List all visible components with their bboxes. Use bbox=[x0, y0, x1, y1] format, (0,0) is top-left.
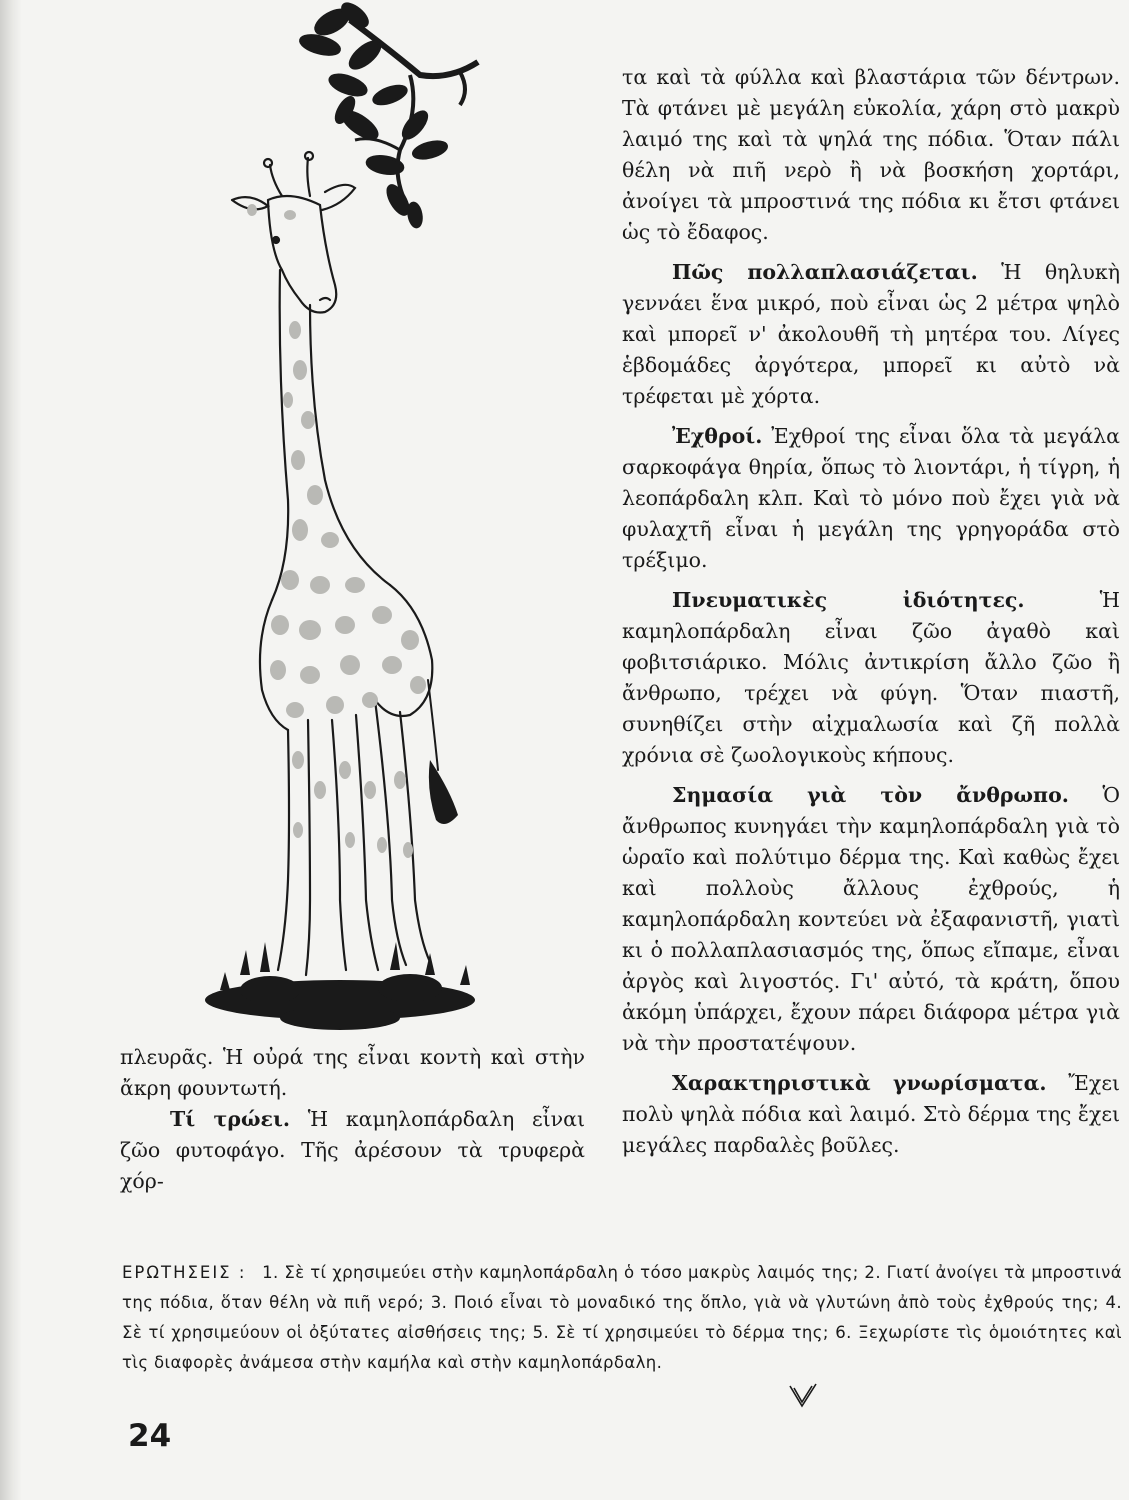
right-column-text bbox=[622, 62, 1120, 1170]
paragraph-feeding: τα καὶ τὰ φύλλα καὶ βλαστάρια τῶν δέντρων. Τὰ φτάνει μὲ μεγάλη εὐκολία, χάρη στὸ μακρὺ λαιμό της καὶ τὰ ψηλά της πόδια. Ὅταν πάλι θέλη νὰ πιῆ νερὸ ἢ νὰ βοσκήση χορτάρι, ἀνοίγει τὰ μπροστινά της πόδια κι ἔτσι φτάνει ὡς τὸ ἔδαφος. bbox=[622, 65, 1120, 244]
questions-block bbox=[122, 1258, 1122, 1378]
paragraph-enemies bbox=[622, 421, 1120, 576]
pen-checkmark-icon bbox=[786, 1378, 820, 1412]
heading-enemies: Ἐχθροί. bbox=[672, 424, 763, 448]
paragraph-traits bbox=[622, 585, 1120, 771]
heading-importance: Σημασία γιὰ τὸν ἄνθρωπο. bbox=[672, 783, 1069, 807]
ground-grass bbox=[205, 942, 475, 1030]
page-binding-edge bbox=[0, 0, 22, 1500]
heading-features: Χαρακτηριστικὰ γνωρίσματα. bbox=[672, 1071, 1047, 1095]
text-enemies: Ἐχθροί της εἶναι ὅλα τὰ μεγάλα σαρκοφάγα θηρία, ὅπως τὸ λιοντάρι, ἡ τίγρη, ἡ λεοπάρδαλη κλπ. Καὶ τὸ μόνο ποὺ ἔχει γιὰ νὰ φυλαχτῆ εἶναι ἡ μεγάλη της γρηγοράδα στὸ τρέξιμο. bbox=[622, 424, 1120, 572]
questions-label: ΕΡΩΤΗΣΕΙΣ : bbox=[122, 1263, 247, 1282]
text-traits: Ἡ καμηλοπάρδαλη εἶναι ζῶο ἀγαθὸ καὶ φοβιτσιάρικο. Μόλις ἀντικρίση ἄλλο ζῶο ἢ ἄνθρωπο, τρέχει νὰ φύγη. Ὅταν πιαστῆ, συνηθίζει στὴν αἰχμαλωσία καὶ ζῆ πολλὰ χρόνια σὲ ζωολογικοὺς κήπους. bbox=[622, 588, 1121, 767]
text-diet: Ἡ καμηλοπάρδαλη εἶναι ζῶο φυτοφάγο. Τῆς ἀρέσουν τὰ τρυφερὰ χόρ- bbox=[120, 1107, 585, 1193]
paragraph-diet bbox=[120, 1104, 585, 1197]
giraffe-illustration bbox=[160, 0, 490, 1045]
left-column-text bbox=[120, 1042, 585, 1197]
tree-branch bbox=[299, 0, 478, 228]
questions-text: 1. Σὲ τί χρησιμεύει στὴν καμηλοπάρδαλη ὁ τόσο μακρὺς λαιμός της; 2. Γιατί ἀνοίγει τὰ μπροστινά της πόδια, ὅταν θέλη νὰ πιῆ νερό; 3. Ποιό εἶναι τὸ μοναδικό της ὅπλο, γιὰ νὰ γλυτώνη ἀπὸ τοὺς ἐχθρούς της; 4. Σὲ τί χρησιμεύουν οἱ ὀξύτατες αἰσθήσεις της; 5. Σὲ τί χρησιμεύει τὸ δέρμα της; 6. Ξεχωρίστε τὶς ὁμοιότητες καὶ τὶς διαφορὲς ἀνάμεσα στὴν καμήλα καὶ στὴν καμηλοπάρδαλη. bbox=[122, 1263, 1122, 1372]
heading-diet: Τί τρώει. bbox=[170, 1107, 290, 1131]
heading-traits: Πνευματικὲς ἰδιότητες. bbox=[672, 588, 1025, 612]
tail-tuft bbox=[429, 760, 458, 824]
paragraph-tail: πλευρᾶς. Ἡ οὐρά της εἶναι κοντὴ καὶ στὴν ἄκρη φουντωτή. bbox=[120, 1045, 585, 1100]
paragraph-importance bbox=[622, 780, 1120, 1059]
page-number: 24 bbox=[128, 1418, 172, 1454]
paragraph-features bbox=[622, 1068, 1120, 1161]
heading-reproduction: Πῶς πολλαπλασιάζεται. bbox=[672, 260, 978, 284]
giraffe-spots bbox=[247, 204, 426, 858]
text-reproduction: Ἡ θηλυκὴ γεννάει ἕνα μικρό, ποὺ εἶναι ὡς 2 μέτρα ψηλὸ καὶ μπορεῖ ν' ἀκολουθῆ τὴ μητέρα του. Λίγες ἑβδομάδες ἀργότερα, μπορεῖ κι αὐτὸ νὰ τρέφεται μὲ χόρτα. bbox=[622, 260, 1120, 408]
text-features: Ἔχει πολὺ ψηλὰ πόδια καὶ λαιμό. Στὸ δέρμα της ἔχει μεγάλες παρδαλὲς βοῦλες. bbox=[622, 1071, 1120, 1157]
text-importance: Ὁ ἄνθρωπος κυνηγάει τὴν καμηλοπάρδαλη γιὰ τὸ ὡραῖο καὶ πολύτιμο δέρμα της. Καὶ καθὼς ἔχει καὶ πολλοὺς ἄλλους ἐχθρούς, ἡ καμηλοπάρδαλη κοντεύει νὰ ἐξαφανιστῆ, γιατὶ κι ὁ πολλαπλασιασμός της, ὅπως εἴπαμε, εἶναι ἀργὸς καὶ λιγοστός. Γι' αὐτό, τὰ κράτη, ὅπου ἀκόμη ὑπάρχει, ἔχουν πάρει διάφορα μέτρα γιὰ νὰ τὴν προστατέψουν. bbox=[622, 783, 1120, 1055]
paragraph-reproduction bbox=[622, 257, 1120, 412]
